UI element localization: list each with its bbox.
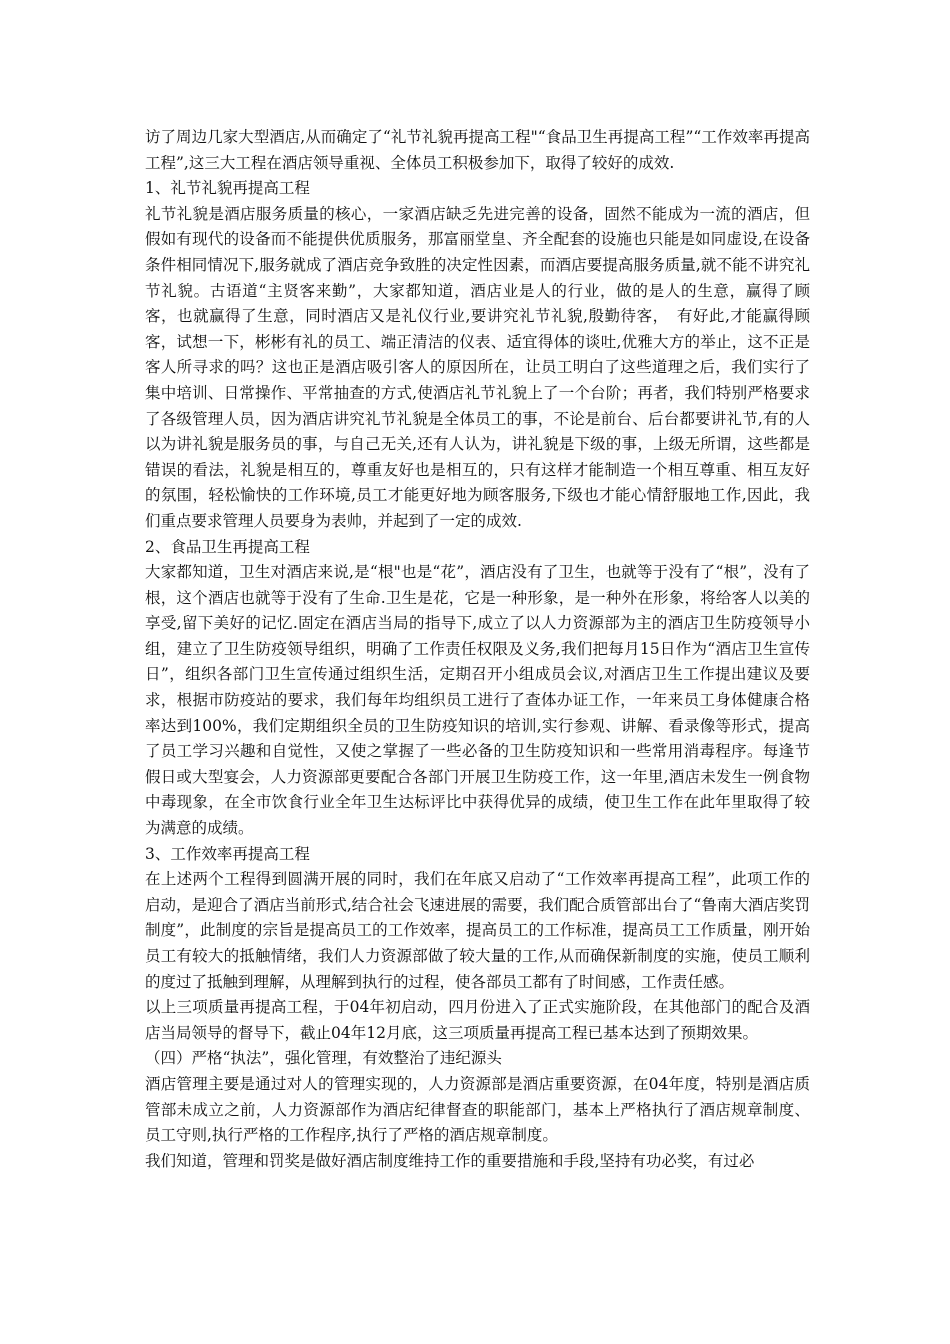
heading-work-efficiency: 3、工作效率再提高工程 (145, 844, 310, 863)
paragraph-etiquette: 礼节礼貌是酒店服务质量的核心，一家酒店缺乏先进完善的设备，固然不能成为一流的酒店，但假如有现代的设备而不能提供优质服务，那富丽堂皇、齐全配套的设施也只能是如同虚设,在设备条件相同情况下,服务就成了酒店竞争致胜的决定性因素，而酒店要提高服务质量,就不能不讲究礼节礼貌。古语道“主贤客来勤”，大家都知道，酒店业是人的行业，做的是人的生意，赢得了顾客，也就赢得了生意，同时酒店又是礼仪行业,要讲究礼节礼貌,殷勤待客， 有好此,才能赢得顾客，试想一下，彬彬有礼的员工、端正清洁的仪表、适宜得体的谈吐,优雅大方的举止，这不正是客人所寻求的吗？这也正是酒店吸引客人的原因所在，让员工明白了这些道理之后，我们实行了集中培训、日常操作、平常抽查的方式,使酒店礼节礼貌上了一个台阶；再者，我们特别严格要求了各级管理人员，因为酒店讲究礼节礼貌是全体员工的事，不论是前台、后台都要讲礼节,有的人以为讲礼貌是服务员的事，与自己无关,还有人认为，讲礼貌是下级的事，上级无所谓，这些都是错误的看法，礼貌是相互的，尊重友好也是相互的，只有这样才能制造一个相互尊重、相互友好的氛围，轻松愉快的工作环境,员工才能更好地为顾客服务,下级也才能心情舒服地工作,因此，我们重点要求管理人员要身为表帅，并起到了一定的成效. (145, 204, 810, 530)
paragraph-summary: 以上三项质量再提高工程，于04年初启动，四月份进入了正式实施阶段，在其他部门的配合及酒店当局领导的督导下，截止04年12月底，这三项质量再提高工程已基本达到了预期效果。 (145, 998, 810, 1042)
paragraph-enforcement: 酒店管理主要是通过对人的管理实现的，人力资源部是酒店重要资源，在04年度，特别是酒店质管部未成立之前，人力资源部作为酒店纪律督查的职能部门，基本上严格执行了酒店规章制度、员工守则,执行严格的工作程序,执行了严格的酒店规章制度。 (145, 1074, 810, 1145)
paragraph-rewards: 我们知道，管理和罚奖是做好酒店制度维持工作的重要措施和手段,坚持有功必奖，有过必 (145, 1151, 755, 1170)
heading-etiquette: 1、礼节礼貌再提高工程 (145, 179, 310, 198)
document-page (145, 125, 810, 1174)
paragraph-work-efficiency: 在上述两个工程得到圆满开展的同时，我们在年底又启动了“工作效率再提高工程”，此项工作的启动，是迎合了酒店当前形式,结合社会飞速进展的需要，我们配合质管部出台了“鲁南大酒店奖罚制度”，此制度的宗旨是提高员工的工作效率，提高员工的工作标准，提高员工工作质量，刚开始员工有较大的抵触情绪，我们人力资源部做了较大量的工作,从而确保新制度的实施，使员工顺利的度过了抵触到理解，从理解到执行的过程，使各部员工都有了时间感，工作责任感。 (145, 870, 810, 991)
heading-enforcement: （四）严格“执法”，强化管理，有效整治了违纪源头 (145, 1049, 502, 1068)
heading-food-hygiene: 2、食品卫生再提高工程 (145, 537, 310, 556)
paragraph-food-hygiene: 大家都知道，卫生对酒店来说,是“根"也是“花”，酒店没有了卫生，也就等于没有了“根”，没有了根，这个酒店也就等于没有了生命.卫生是花，它是一种形象，是一种外在形象，将给客人以美的享受,留下美好的记忆.固定在酒店当局的指导下,成立了以人力资源部为主的酒店卫生防疫领导小组，建立了卫生防疫领导组织，明确了工作责任权限及义务,我们把每月15日作为“酒店卫生宣传日”，组织各部门卫生宣传通过组织生活，定期召开小组成员会议,对酒店卫生工作提出建议及要求，根据市防疫站的要求，我们每年均组织员工进行了查体办证工作，一年来员工身体健康合格率达到100%，我们定期组织全员的卫生防疫知识的培训,实行参观、讲解、看录像等形式，提高了员工学习兴趣和自觉性，又使之掌握了一些必备的卫生防疫知识和一些常用消毒程序。每逢节假日或大型宴会，人力资源部更要配合各部门开展卫生防疫工作，这一年里,酒店未发生一例食物中毒现象，在全市饮食行业全年卫生达标评比中获得优异的成绩，使卫生工作在此年里取得了较为满意的成绩。 (145, 563, 810, 838)
paragraph-intro: 访了周边几家大型酒店,从而确定了“礼节礼貌再提高工程"“食品卫生再提高工程”“工作效率再提高工程”,这三大工程在酒店领导重视、全体员工积极参加下，取得了较好的成效. (145, 128, 810, 172)
